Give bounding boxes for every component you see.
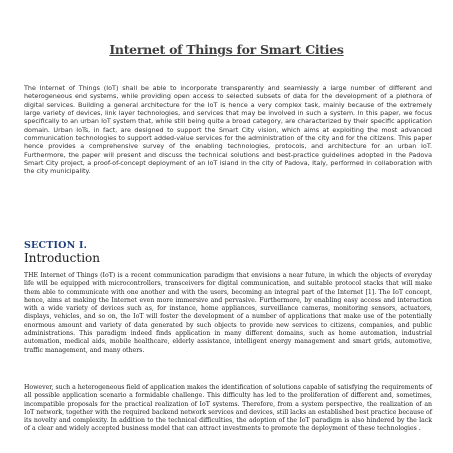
section-title: Introduction — [24, 251, 100, 265]
section-label: SECTION I. — [24, 240, 88, 251]
document-title: Internet of Things for Smart Cities — [109, 42, 344, 57]
abstract-paragraph: The Internet of Things (IoT) shall be able to incorporate transparently and seamlessly a large number of different and heterogeneous end systems, while providing open access to selected subsets of data for the development of a plethora of digital services. Building a general architecture for the IoT is hence a very complex task, mainly because of the extremely large variety of devices, link layer technologies, and services that may be involved in such a system. In this paper, we focus specifically to an urban IoT system that, while still being quite a broad category, are characterized by their specific application domain. Urban IoTs, in fact, are designed to support the Smart City vision, which aims at exploiting the most advanced communication technologies to support added-value services for the administration of the city and for the citizens. This paper hence provides a comprehensive survey of the enabling technologies, protocols, and architecture for an urban IoT. Furthermore, the paper will present and discuss the technical solutions and best-practice guidelines adopted in the Padova Smart City project, a proof-of-concept deployment of an IoT island in the city of Padova, Italy, performed in collaboration with the city municipality. — [24, 84, 432, 176]
intro-paragraph-1: THE Internet of Things (IoT) is a recent communication paradigm that envisions a near future, in which the objects of everyday life will be equipped with microcontrollers, transceivers for digital communication, and suitable protocol stacks that will make them able to communicate with one another and with the users, becoming an integral part of the Internet [1]. The IoT concept, hence, aims at making the Internet even more immersive and pervasive. Furthermore, by enabling easy access and interaction with a wide variety of devices such as, for instance, home appliances, surveillance cameras, monitoring sensors, actuators, displays, vehicles, and so on, the IoT will foster the development of a number of applications that make use of the potentially enormous amount and variety of data generated by such objects to provide new services to citizens, companies, and public administrations. This paradigm indeed finds application in many different domains, such as home automation, industrial automation, medical aids, mobile healthcare, elderly assistance, intelligent energy management and smart grids, automotive, traffic management, and many others. — [24, 272, 432, 354]
intro-paragraph-2: However, such a heterogeneous field of application makes the identification of solutions capable of satisfying the requirements of all possible application scenario a formidable challenge. This difficulty has led to the proliferation of different and, sometimes, incompatible proposals for the practical realization of IoT systems. Therefore, from a system perspective, the realization of an IoT network, together with the required backend network services and devices, still lacks an established best practice because of its novelty and complexity. In addition to the technical difficulties, the adoption of the IoT paradigm is also hindered by the lack of a clear and widely accepted business model that can attract investments to promote the deployment of these technologies . — [24, 384, 432, 433]
